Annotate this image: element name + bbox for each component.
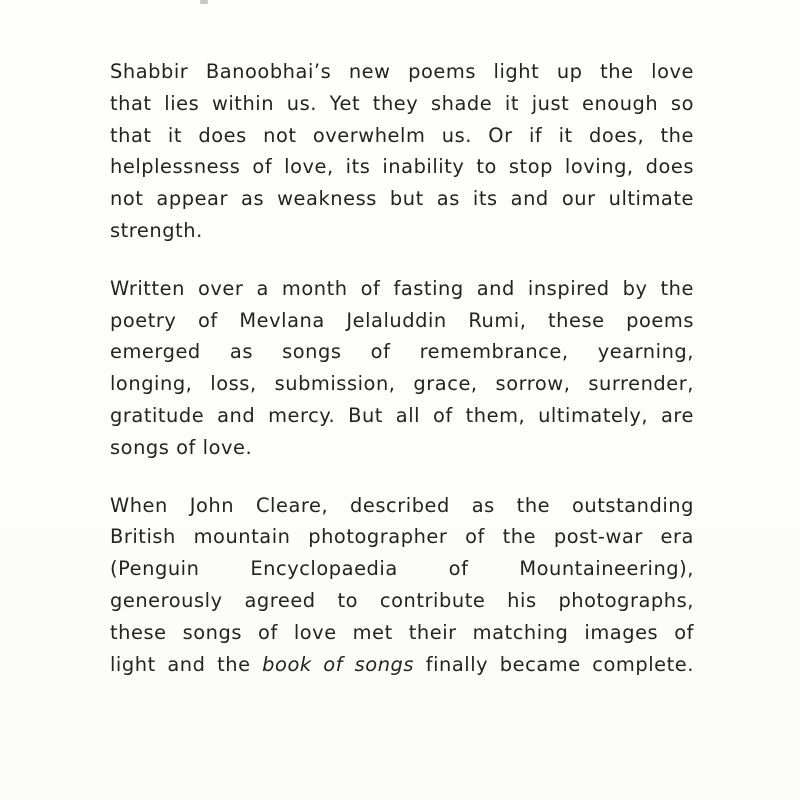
book-title-emphasis: book of songs: [262, 652, 415, 676]
text-line: emerged as songs of remembrance, yearning,: [110, 340, 694, 364]
text-line: When John Cleare, described as the outstanding: [110, 493, 694, 517]
text-line: not appear as weakness but as its and our ultimate: [110, 187, 694, 211]
text-line: British mountain photographer of the post-war era: [110, 525, 694, 549]
paragraph-3: [110, 490, 694, 681]
text-line: gratitude and mercy. But all of them, ultimately, are: [110, 403, 694, 427]
text-line: helplessness of love, its inability to stop loving, does: [110, 155, 694, 179]
text-line: poetry of Mevlana Jelaluddin Rumi, these poems: [110, 308, 694, 332]
final-line-before: light and the: [110, 652, 263, 676]
text-line: Shabbir Banoobhai’s new poems light up the love: [110, 60, 694, 83]
text-line: strength.: [110, 218, 203, 242]
text-line: (Penguin Encyclopaedia of Mountaineering),: [110, 557, 694, 581]
text-line: songs of love.: [110, 435, 253, 459]
text-line: these songs of love met their matching images of: [110, 620, 694, 644]
text-line: longing, loss, submission, grace, sorrow, surrender,: [110, 372, 694, 396]
scan-mark: [200, 0, 208, 4]
paragraph-1: [110, 56, 694, 247]
text-block: [110, 56, 694, 680]
text-line: that lies within us. Yet they shade it just enough so: [110, 91, 694, 115]
text-line: Written over a month of fasting and inspired by the: [110, 276, 694, 300]
paragraph-2: [110, 273, 694, 464]
text-line: that it does not overwhelm us. Or if it does, the: [110, 123, 694, 147]
text-line: generously agreed to contribute his photographs,: [110, 588, 694, 612]
text-line-final: [110, 649, 694, 681]
final-line-after: finally became complete.: [414, 652, 694, 676]
